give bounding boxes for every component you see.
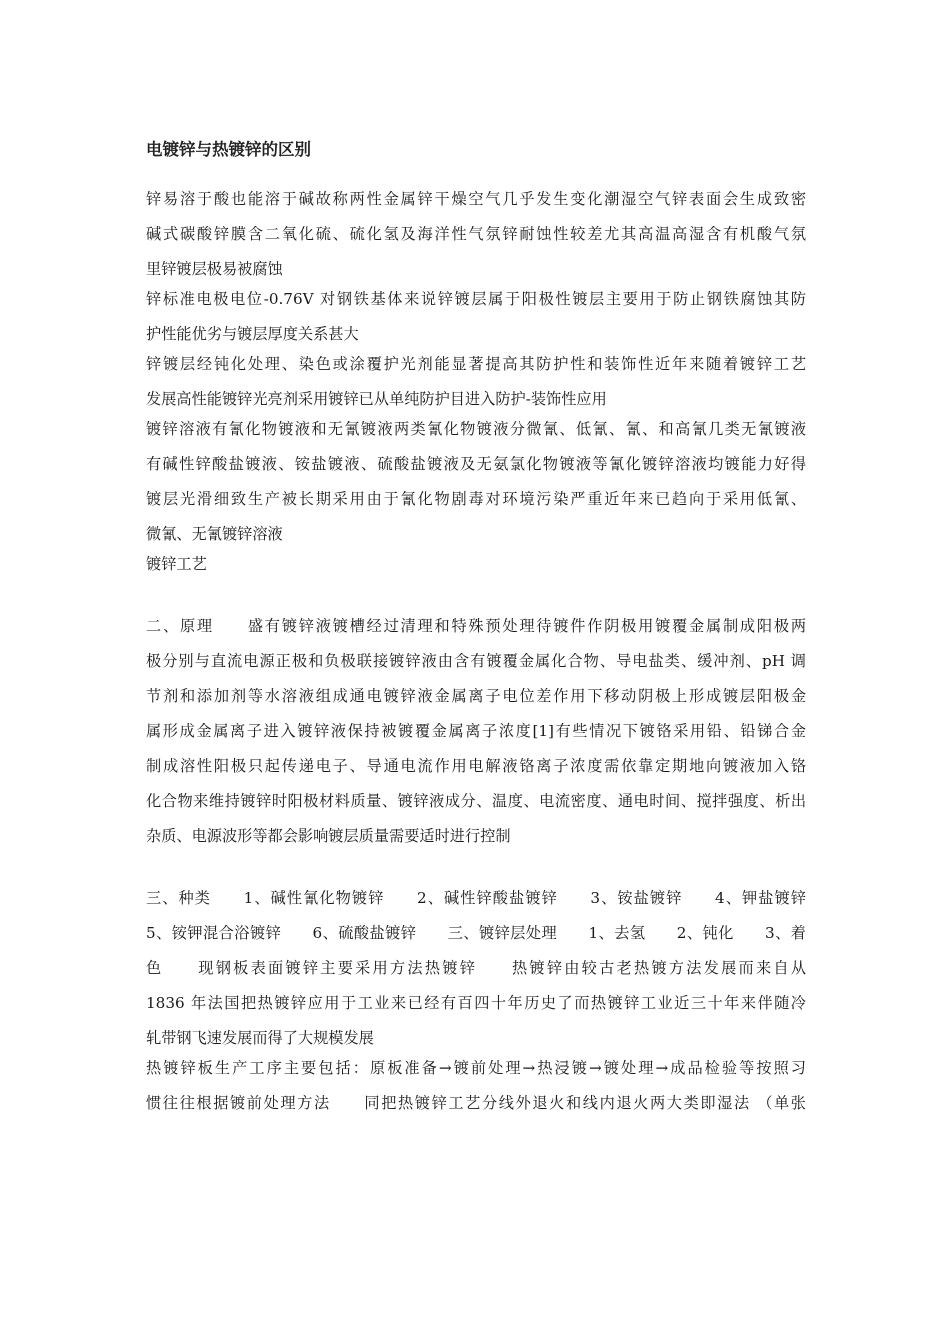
text-line: 护性能优劣与镀层厚度关系甚大 bbox=[146, 325, 359, 343]
text-line: 镀锌溶液有氰化物镀液和无氰镀液两类氰化物镀液分微氰、低氰、氰、和高氰几类无氰镀液 bbox=[146, 420, 806, 438]
document-title: 电镀锌与热镀锌的区别 bbox=[146, 140, 311, 159]
text-line: 二、原理 盛有镀锌液镀槽经过清理和特殊预处理待镀件作阴极用镀覆金属制成阳极两 bbox=[146, 617, 806, 635]
text-line: 惯往往根据镀前处理方法 同把热镀锌工艺分线外退火和线内退火两大类即湿法 （单张 bbox=[146, 1094, 806, 1112]
text-line: 三、种类 1、碱性氰化物镀锌 2、碱性锌酸盐镀锌 3、铵盐镀锌 4、钾盐镀锌 bbox=[146, 889, 806, 907]
text-line: 微氰、无氰镀锌溶液 bbox=[146, 525, 283, 543]
text-line: 属形成金属离子进入镀锌液保持被镀覆金属离子浓度[1]有些情况下镀铬采用铅、铅锑合金 bbox=[146, 722, 806, 740]
text-line: 色 现钢板表面镀锌主要采用方法热镀锌 热镀锌由较古老热镀方法发展而来自从 bbox=[146, 959, 806, 977]
text-line: 镀锌工艺 bbox=[146, 555, 207, 573]
text-line: 里锌镀层极易被腐蚀 bbox=[146, 260, 283, 278]
text-line: 锌标准电极电位-0.76V 对钢铁基体来说锌镀层属于阳极性镀层主要用于防止钢铁腐蚀其防 bbox=[146, 290, 806, 308]
document-body bbox=[146, 184, 806, 1123]
text-line: 发展高性能镀锌光亮剂采用镀锌已从单纯防护目进入防护-装饰性应用 bbox=[146, 390, 607, 408]
text-line: 1836 年法国把热镀锌应用于工业来已经有百四十年历史了而热镀锌工业近三十年来伴随冷 bbox=[146, 994, 806, 1012]
text-line: 锌易溶于酸也能溶于碱故称两性金属锌干燥空气几乎发生变化潮湿空气锌表面会生成致密 bbox=[146, 190, 806, 208]
text-line: 节剂和添加剂等水溶液组成通电镀锌液金属离子电位差作用下移动阴极上形成镀层阳极金 bbox=[146, 687, 806, 705]
paragraph-gap bbox=[146, 851, 806, 883]
text-line: 镀层光滑细致生产被长期采用由于氰化物剧毒对环境污染严重近年来已趋向于采用低氰、 bbox=[146, 490, 806, 508]
text-line: 锌镀层经钝化处理、染色或涂覆护光剂能显著提高其防护性和装饰性近年来随着镀锌工艺 bbox=[146, 355, 806, 373]
text-line: 极分别与直流电源正极和负极联接镀锌液由含有镀覆金属化合物、导电盐类、缓冲剂、pH 调 bbox=[146, 652, 806, 670]
text-line: 轧带钢飞速发展而得了大规模发展 bbox=[146, 1029, 374, 1047]
text-line: 制成溶性阳极只起传递电子、导通电流作用电解液铬离子浓度需依靠定期地向镀液加入铬 bbox=[146, 757, 806, 775]
text-line: 杂质、电源波形等都会影响镀层质量需要适时进行控制 bbox=[146, 827, 511, 845]
paragraph-gap bbox=[146, 579, 806, 611]
text-line: 化合物来维持镀锌时阳极材料质量、镀锌液成分、温度、电流密度、通电时间、搅拌强度、析出 bbox=[146, 792, 806, 810]
text-line: 5、铵钾混合浴镀锌 6、硫酸盐镀锌 三、镀锌层处理 1、去氢 2、钝化 3、着 bbox=[146, 924, 806, 942]
text-line: 有碱性锌酸盐镀液、铵盐镀液、硫酸盐镀液及无氨氯化物镀液等氰化镀锌溶液均镀能力好得 bbox=[146, 455, 806, 473]
text-line: 碱式碳酸锌膜含二氧化硫、硫化氢及海洋性气氛锌耐蚀性较差尤其高温高湿含有机酸气氛 bbox=[146, 225, 806, 243]
text-line: 热镀锌板生产工序主要包括：原板准备→镀前处理→热浸镀→镀处理→成品检验等按照习 bbox=[146, 1059, 806, 1077]
